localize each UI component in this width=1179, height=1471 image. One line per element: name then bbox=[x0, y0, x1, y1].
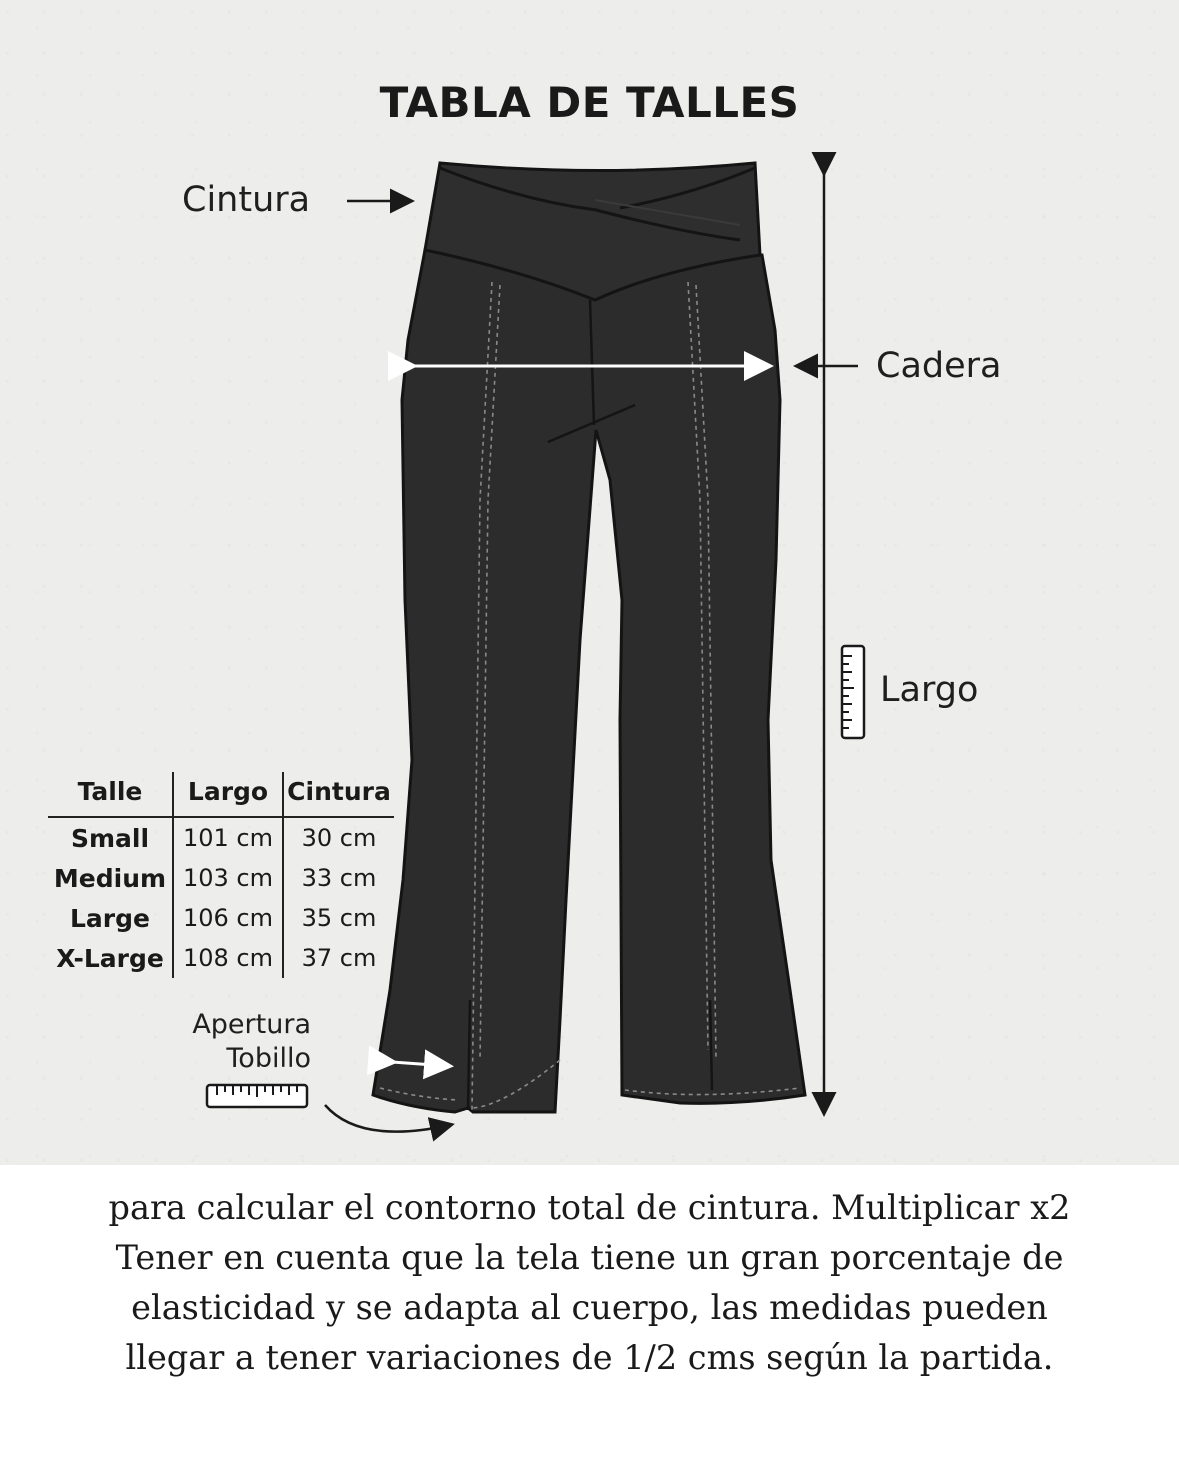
apertura-label-line2: Tobillo bbox=[226, 1043, 311, 1074]
note-line: llegar a tener variaciones de 1/2 cms según la partida. bbox=[125, 1338, 1054, 1377]
size-largo: 101 cm bbox=[173, 817, 283, 858]
size-cintura: 35 cm bbox=[283, 898, 394, 938]
page-title: TABLA DE TALLES bbox=[379, 78, 800, 127]
size-name: X-Large bbox=[56, 943, 164, 973]
apertura-label-line1: Apertura bbox=[192, 1009, 311, 1040]
size-name: Large bbox=[70, 903, 150, 933]
ruler-icon bbox=[842, 646, 864, 738]
size-cintura: 37 cm bbox=[283, 938, 394, 978]
care-note bbox=[0, 1183, 1179, 1383]
cadera-label: Cadera bbox=[876, 346, 1002, 386]
size-table bbox=[48, 772, 394, 978]
size-table-header bbox=[48, 772, 394, 817]
cintura-label: Cintura bbox=[182, 180, 311, 220]
table-row bbox=[48, 817, 394, 858]
header-cintura: Cintura bbox=[283, 772, 394, 817]
ruler-icon bbox=[207, 1085, 307, 1107]
header-largo: Largo bbox=[173, 772, 283, 817]
header-talle: Talle bbox=[48, 772, 173, 817]
size-largo: 106 cm bbox=[173, 898, 283, 938]
size-largo: 108 cm bbox=[173, 938, 283, 978]
note-line: elasticidad y se adapta al cuerpo, las medidas pueden bbox=[131, 1288, 1048, 1327]
table-row bbox=[48, 938, 394, 978]
size-name: Small bbox=[70, 823, 150, 853]
pants-body bbox=[373, 250, 805, 1112]
size-largo: 103 cm bbox=[173, 858, 283, 898]
apertura-tobillo-label bbox=[165, 1008, 311, 1076]
table-row bbox=[48, 858, 394, 898]
size-name: Medium bbox=[53, 863, 167, 893]
note-line: Tener en cuenta que la tela tiene un gran porcentaje de bbox=[115, 1238, 1064, 1277]
table-row bbox=[48, 898, 394, 938]
size-cintura: 33 cm bbox=[283, 858, 394, 898]
note-line: para calcular el contorno total de cintura. Multiplicar x2 bbox=[108, 1188, 1071, 1227]
largo-label: Largo bbox=[880, 670, 979, 710]
size-cintura: 30 cm bbox=[283, 817, 394, 858]
